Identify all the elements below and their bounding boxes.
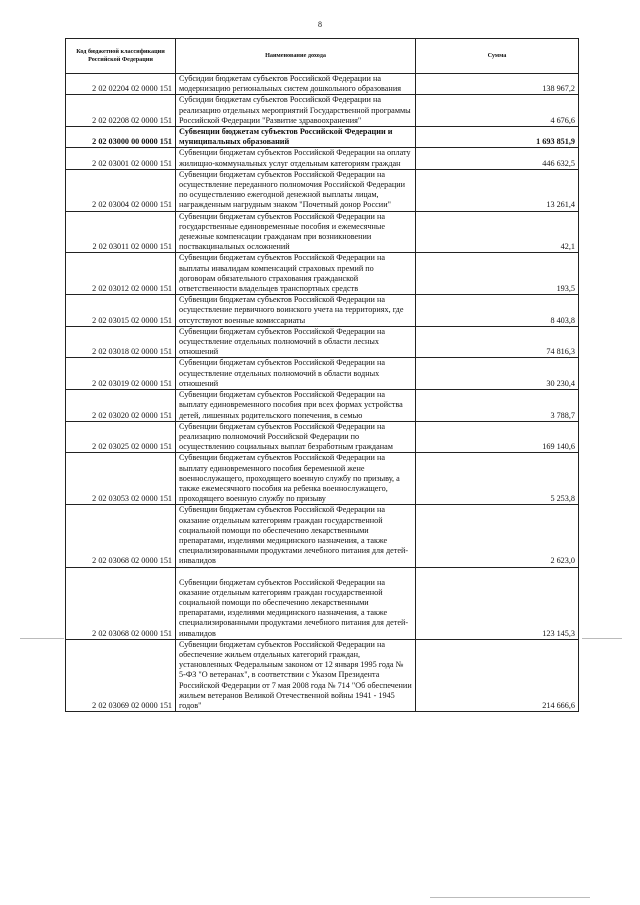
column-header-name: Наименование дохода bbox=[176, 39, 416, 74]
row-sum-cell: 169 140,6 bbox=[416, 421, 579, 453]
row-sum-cell: 4 676,6 bbox=[416, 95, 579, 127]
table-row bbox=[66, 253, 579, 295]
table-row bbox=[66, 453, 579, 505]
scan-line-left bbox=[20, 638, 64, 639]
row-code-cell: 2 02 02204 02 0000 151 bbox=[66, 74, 176, 95]
table-row bbox=[66, 326, 579, 358]
row-code-cell: 2 02 03018 02 0000 151 bbox=[66, 326, 176, 358]
row-name-cell: Субвенции бюджетам субъектов Российской Федерации на осуществление отдельных полномочий в области лесных отношений bbox=[176, 326, 416, 358]
row-code-cell: 2 02 03069 02 0000 151 bbox=[66, 639, 176, 711]
row-code-cell: 2 02 03025 02 0000 151 bbox=[66, 421, 176, 453]
row-sum-cell: 214 666,6 bbox=[416, 639, 579, 711]
table-row bbox=[66, 639, 579, 711]
row-name-cell: Субвенции бюджетам субъектов Российской Федерации на выплаты инвалидам компенсаций страховых премий по договорам обязательного страхования гражданской ответственности владельцев транспортных средств bbox=[176, 253, 416, 295]
table-row bbox=[66, 358, 579, 390]
row-name-cell: Субвенции бюджетам субъектов Российской Федерации на реализацию полномочий Российской Федерации по осуществлению социальных выплат безработным гражданам bbox=[176, 421, 416, 453]
table-row bbox=[66, 567, 579, 639]
table-row bbox=[66, 169, 579, 211]
row-name-cell: Субвенции бюджетам субъектов Российской Федерации на оплату жилищно-коммунальных услуг отдельным категориям граждан bbox=[176, 148, 416, 169]
row-name-cell: Субвенции бюджетам субъектов Российской Федерации и муниципальных образований bbox=[176, 127, 416, 148]
table-body bbox=[66, 74, 579, 712]
row-code-cell: 2 02 03012 02 0000 151 bbox=[66, 253, 176, 295]
row-name-cell: Субвенции бюджетам субъектов Российской Федерации на осуществление переданного полномочия Российской Федерации по осуществлению ежегодной денежной выплаты лицам, награжденным нагрудным знаком "Почетный донор России" bbox=[176, 169, 416, 211]
table-row bbox=[66, 74, 579, 95]
row-sum-cell: 138 967,2 bbox=[416, 74, 579, 95]
row-sum-cell: 123 145,3 bbox=[416, 567, 579, 639]
row-sum-cell: 446 632,5 bbox=[416, 148, 579, 169]
table-row bbox=[66, 505, 579, 567]
page-number: 8 bbox=[318, 20, 322, 29]
table-row bbox=[66, 127, 579, 148]
row-name-cell: Субвенции бюджетам субъектов Российской Федерации на выплату единовременного пособия при всех формах устройства детей, лишенных родительского попечения, в семью bbox=[176, 390, 416, 422]
row-sum-cell: 1 693 851,9 bbox=[416, 127, 579, 148]
table-header-row bbox=[66, 39, 579, 74]
row-code-cell: 2 02 03000 00 0000 151 bbox=[66, 127, 176, 148]
row-sum-cell: 193,5 bbox=[416, 253, 579, 295]
row-sum-cell: 30 230,4 bbox=[416, 358, 579, 390]
row-sum-cell: 74 816,3 bbox=[416, 326, 579, 358]
column-header-sum: Сумма bbox=[416, 39, 579, 74]
row-name-cell: Субвенции бюджетам субъектов Российской Федерации на обеспечение жильем отдельных категорий граждан, установленных Федеральным законом от 12 января 1995 года № 5-ФЗ "О ветеранах", в соответствии с Указом Президента Российской Федерации от 7 мая 2008 года № 714 "Об обеспечении жильем ветеранов Великой Отечественной войны 1941 - 1945 годов" bbox=[176, 639, 416, 711]
row-sum-cell: 5 253,8 bbox=[416, 453, 579, 505]
row-code-cell: 2 02 03001 02 0000 151 bbox=[66, 148, 176, 169]
row-name-cell: Субвенции бюджетам субъектов Российской Федерации на оказание отдельным категориям граждан государственной социальной помощи по обеспечению лекарственными препаратами, изделиями медицинского назначения, а также специализированными продуктами лечебного питания для детей-инвалидов bbox=[176, 567, 416, 639]
table-row bbox=[66, 421, 579, 453]
row-name-cell: Субвенции бюджетам субъектов Российской Федерации на осуществление отдельных полномочий в области водных отношений bbox=[176, 358, 416, 390]
row-name-cell: Субвенции бюджетам субъектов Российской Федерации на выплату единовременного пособия беременной жене военнослужащего, проходящего военную службу по призыву, а также ежемесячного пособия на ребенка военнослужащего, проходящего военную службу по призыву bbox=[176, 453, 416, 505]
scan-line-right bbox=[582, 638, 622, 639]
row-name-cell: Субвенции бюджетам субъектов Российской Федерации на осуществление первичного воинского учета на территориях, где отсутствуют военные комиссариаты bbox=[176, 295, 416, 327]
row-sum-cell: 3 788,7 bbox=[416, 390, 579, 422]
scan-line-bottom bbox=[430, 897, 590, 898]
row-code-cell: 2 02 03015 02 0000 151 bbox=[66, 295, 176, 327]
revenue-table bbox=[65, 38, 579, 712]
row-code-cell: 2 02 02208 02 0000 151 bbox=[66, 95, 176, 127]
row-name-cell: Субвенции бюджетам субъектов Российской Федерации на оказание отдельным категориям граждан государственной социальной помощи по обеспечению лекарственными препаратами, изделиями медицинского назначения, а также специализированными продуктами лечебного питания для детей-инвалидов bbox=[176, 505, 416, 567]
row-code-cell: 2 02 03019 02 0000 151 bbox=[66, 358, 176, 390]
row-sum-cell: 8 403,8 bbox=[416, 295, 579, 327]
row-sum-cell: 42,1 bbox=[416, 211, 579, 253]
row-sum-cell: 2 623,0 bbox=[416, 505, 579, 567]
table-row bbox=[66, 295, 579, 327]
row-code-cell: 2 02 03020 02 0000 151 bbox=[66, 390, 176, 422]
table-row bbox=[66, 390, 579, 422]
row-name-cell: Субсидии бюджетам субъектов Российской Федерации на модернизацию региональных систем дошкольного образования bbox=[176, 74, 416, 95]
row-name-cell: Субвенции бюджетам субъектов Российской Федерации на государственные единовременные пособия и ежемесячные денежные компенсации гражданам при возникновении поствакцинальных осложнений bbox=[176, 211, 416, 253]
row-code-cell: 2 02 03011 02 0000 151 bbox=[66, 211, 176, 253]
row-name-cell: Субсидии бюджетам субъектов Российской Федерации на реализацию отдельных мероприятий Государственной программы Российской Федерации "Развитие здравоохранения" bbox=[176, 95, 416, 127]
row-sum-cell: 13 261,4 bbox=[416, 169, 579, 211]
table-row bbox=[66, 95, 579, 127]
row-code-cell: 2 02 03004 02 0000 151 bbox=[66, 169, 176, 211]
column-header-code: Код бюджетной классификации Российской Федерации bbox=[66, 39, 176, 74]
row-code-cell: 2 02 03053 02 0000 151 bbox=[66, 453, 176, 505]
row-code-cell: 2 02 03068 02 0000 151 bbox=[66, 567, 176, 639]
row-code-cell: 2 02 03068 02 0000 151 bbox=[66, 505, 176, 567]
table-row bbox=[66, 211, 579, 253]
table-row bbox=[66, 148, 579, 169]
